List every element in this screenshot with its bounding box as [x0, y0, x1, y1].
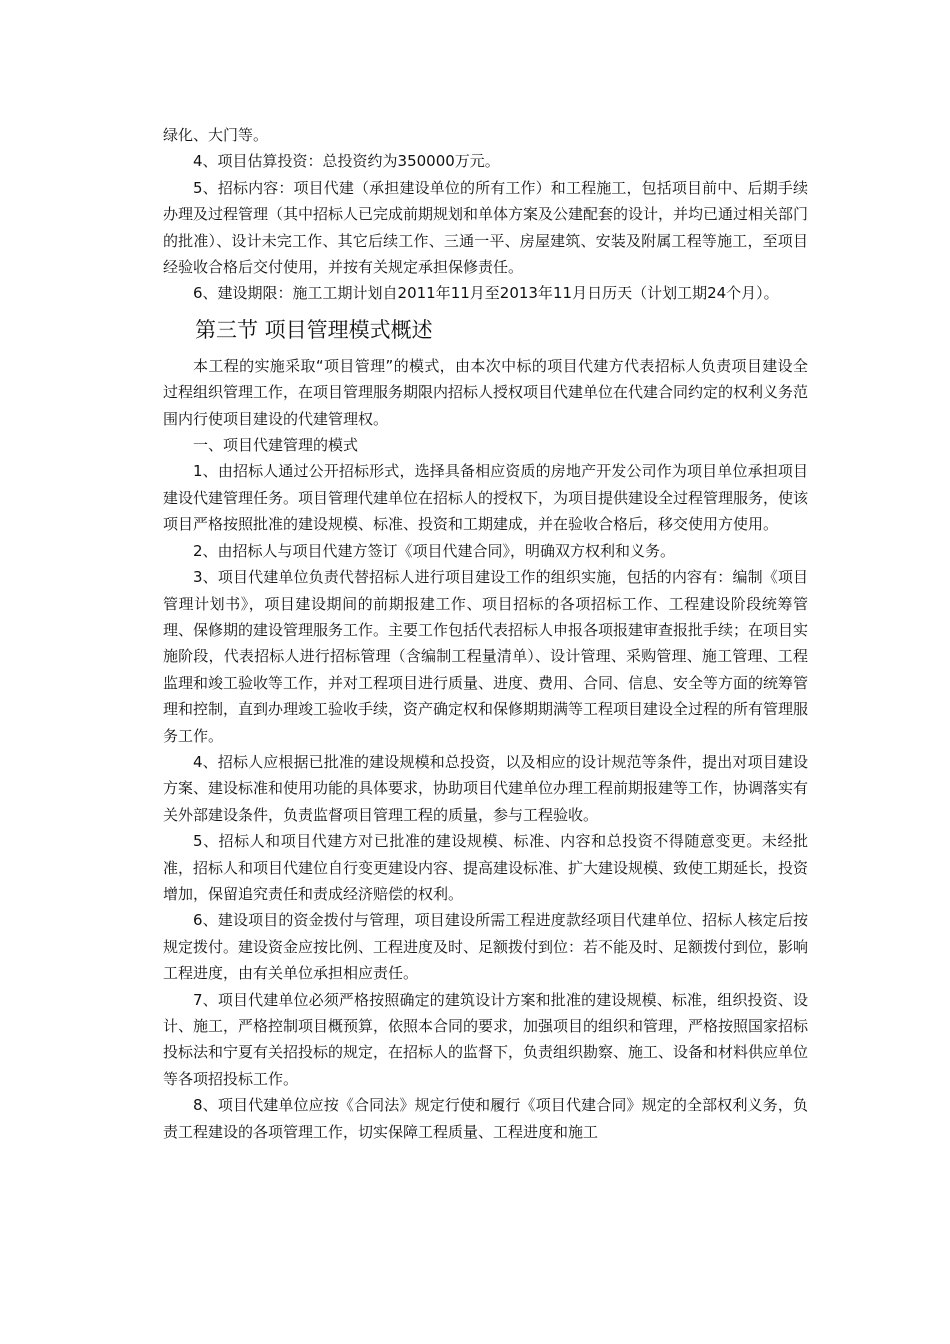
paragraph: 本工程的实施采取“项目管理”的模式，由本次中标的项目代建方代表招标人负责项目建设全过程组织管理工作，在项目管理服务期限内招标人授权项目代建单位在代建合同约定的权利义务范围内行使项目建设的代建管理权。: [163, 356, 809, 428]
paragraph: 一、项目代建管理的模式: [193, 436, 359, 455]
paragraph: 6、建设期限：施工工期计划自2011年11月至2013年11月日历天（计划工期24个月）。: [193, 284, 779, 303]
paragraph: 绿化、大门等。: [163, 126, 269, 144]
paragraph: 6、建设项目的资金拨付与管理，项目建设所需工程进度款经项目代建单位、招标人核定后按规定拨付。建设资金应按比例、工程进度及时、足额拨付到位：若不能及时、足额拨付到位，影响工程进度，由有关单位承担相应责任。: [163, 911, 809, 983]
intro-paragraphs: [163, 122, 808, 307]
paragraph: 7、项目代建单位必须严格按照确定的建筑设计方案和批准的建设规模、标准，组织投资、设计、施工，严格控制项目概预算，依照本合同的要求，加强项目的组织和管理，严格按照国家招标投标法和宁夏有关招投标的规定，在招标人的监督下，负责组织勘察、施工、设备和材料供应单位等各项招投标工作。: [163, 990, 809, 1088]
paragraph: 2、由招标人与项目代建方签订《项目代建合同》，明确双方权利和义务。: [193, 541, 676, 560]
paragraph: 3、项目代建单位负责代替招标人进行项目建设工作的组织实施，包括的内容有：编制《项目管理计划书》，项目建设期间的前期报建工作、项目招标的各项招标工作、工程建设阶段统筹管理、保修期的建设管理服务工作。主要工作包括代表招标人申报各项报建审查报批手续；在项目实施阶段，代表招标人进行招标管理（含编制工程量清单）、设计管理、采购管理、施工管理、工程监理和竣工验收等工作，并对工程项目进行质量、进度、费用、合同、信息、安全等方面的统筹管理和控制，直到办理竣工验收手续，资产确定权和保修期期满等工程项目建设全过程的所有管理服务工作。: [163, 568, 809, 745]
section-title: 第三节 项目管理模式概述: [195, 317, 433, 342]
paragraph: 1、由招标人通过公开招标形式，选择具备相应资质的房地产开发公司作为项目单位承担项目建设代建管理任务。项目管理代建单位在招标人的授权下，为项目提供建设全过程管理服务，使该项目严格按照批准的建设规模、标准、投资和工期建成，并在验收合格后，移交使用方使用。: [163, 462, 809, 534]
paragraph: 8、项目代建单位应按《合同法》规定行使和履行《项目代建合同》规定的全部权利义务，负责工程建设的各项管理工作，切实保障工程质量、工程进度和施工: [163, 1096, 808, 1141]
document-body: [163, 122, 808, 1145]
paragraph: 4、招标人应根据已批准的建设规模和总投资，以及相应的设计规范等条件，提出对项目建设方案、建设标准和使用功能的具体要求，协助项目代建单位办理工程前期报建等工作，协调落实有关外部建设条件，负责监督项目管理工程的质量，参与工程验收。: [163, 752, 809, 824]
paragraph: 4、项目估算投资：总投资约为350000万元。: [193, 152, 500, 171]
section-paragraphs: [163, 353, 808, 1145]
paragraph: 5、招标内容：项目代建（承担建设单位的所有工作）和工程施工，包括项目前中、后期手续办理及过程管理（其中招标人已完成前期规划和单体方案及公建配套的设计，并均已通过相关部门的批准）、设计未完工作、其它后续工作、三通一平、房屋建筑、安装及附属工程等施工，至项目经验收合格后交付使用，并按有关规定承担保修责任。: [163, 178, 809, 277]
paragraph: 5、招标人和项目代建方对已批准的建设规模、标准、内容和总投资不得随意变更。未经批准，招标人和项目代建位自行变更建设内容、提高建设标准、扩大建设规模、致使工期延长，投资增加，保留追究责任和责成经济赔偿的权利。: [163, 832, 809, 903]
